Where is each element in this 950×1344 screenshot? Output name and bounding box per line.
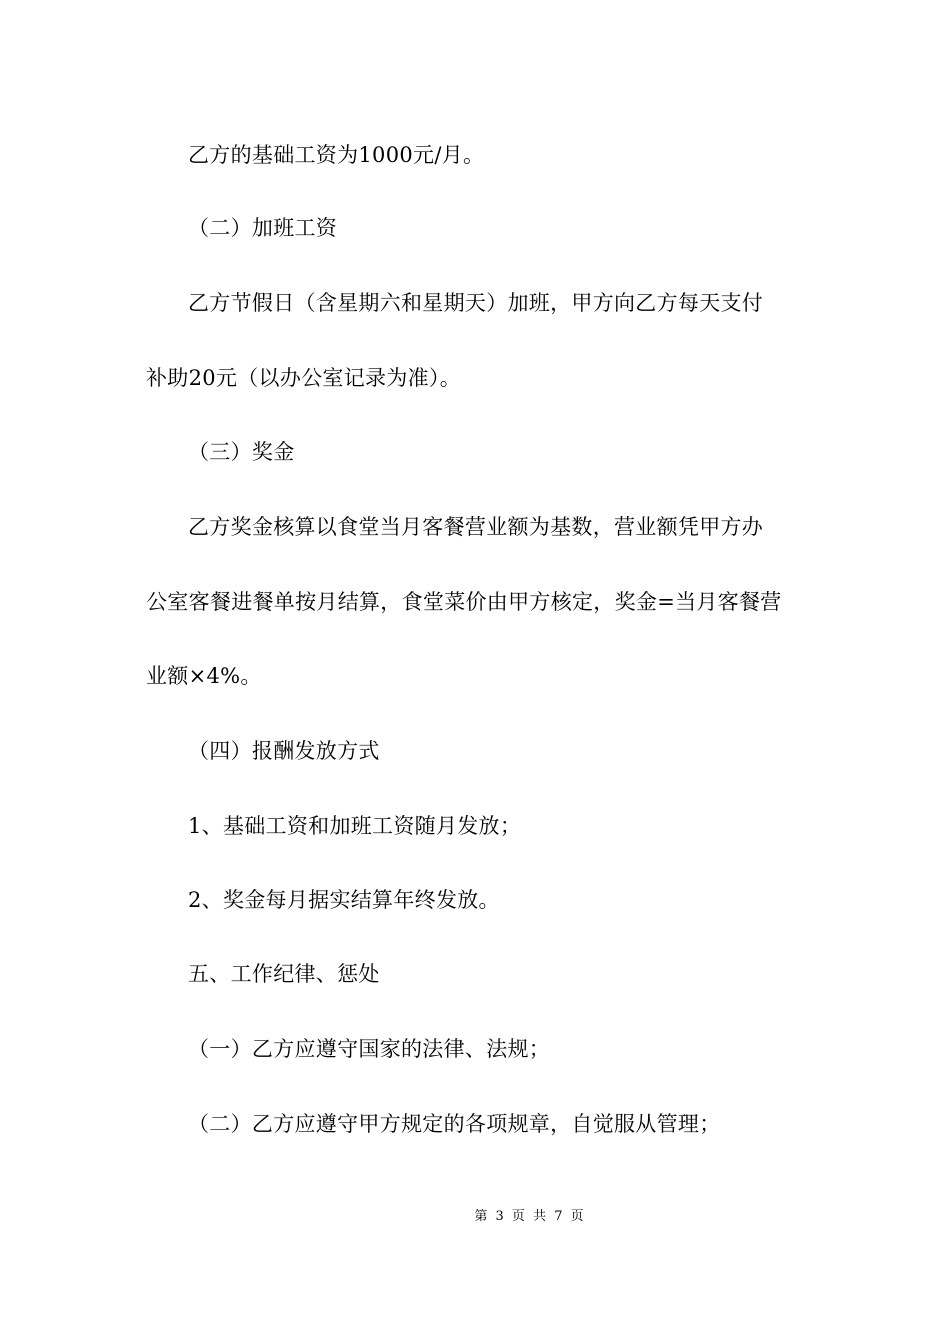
list-item-payment-1: 1、基础工资和加班工资随月发放； <box>188 814 522 838</box>
paragraph-overtime-line-1: 乙方节假日（含星期六和星期天）加班，甲方向乙方每天支付 <box>188 291 764 315</box>
page-number-footer: 第 3 页 共 7 页 <box>474 1209 586 1224</box>
paragraph-bonus-line-2: 公室客餐进餐单按月结算，食堂菜价由甲方核定，奖金=当月客餐营 <box>146 590 782 614</box>
paragraph-base-salary: 乙方的基础工资为1000元/月。 <box>188 143 485 167</box>
paragraph-discipline-1: （一）乙方应遵守国家的法律、法规； <box>188 1037 551 1061</box>
paragraph-bonus-line-1: 乙方奖金核算以食堂当月客餐营业额为基数，营业额凭甲方办 <box>188 515 764 539</box>
paragraph-overtime-line-2: 补助20元（以办公室记录为准）。 <box>146 366 462 390</box>
list-item-payment-2: 2、奖金每月据实结算年终发放。 <box>188 888 500 912</box>
heading-bonus: （三）奖金 <box>188 440 295 464</box>
paragraph-discipline-2: （二）乙方应遵守甲方规定的各项规章，自觉服从管理； <box>188 1112 721 1136</box>
heading-overtime-pay: （二）加班工资 <box>188 216 338 240</box>
paragraph-bonus-line-3: 业额×4%。 <box>146 664 262 688</box>
heading-work-discipline: 五、工作纪律、惩处 <box>188 962 380 986</box>
heading-payment-method: （四）报酬发放方式 <box>188 739 380 763</box>
